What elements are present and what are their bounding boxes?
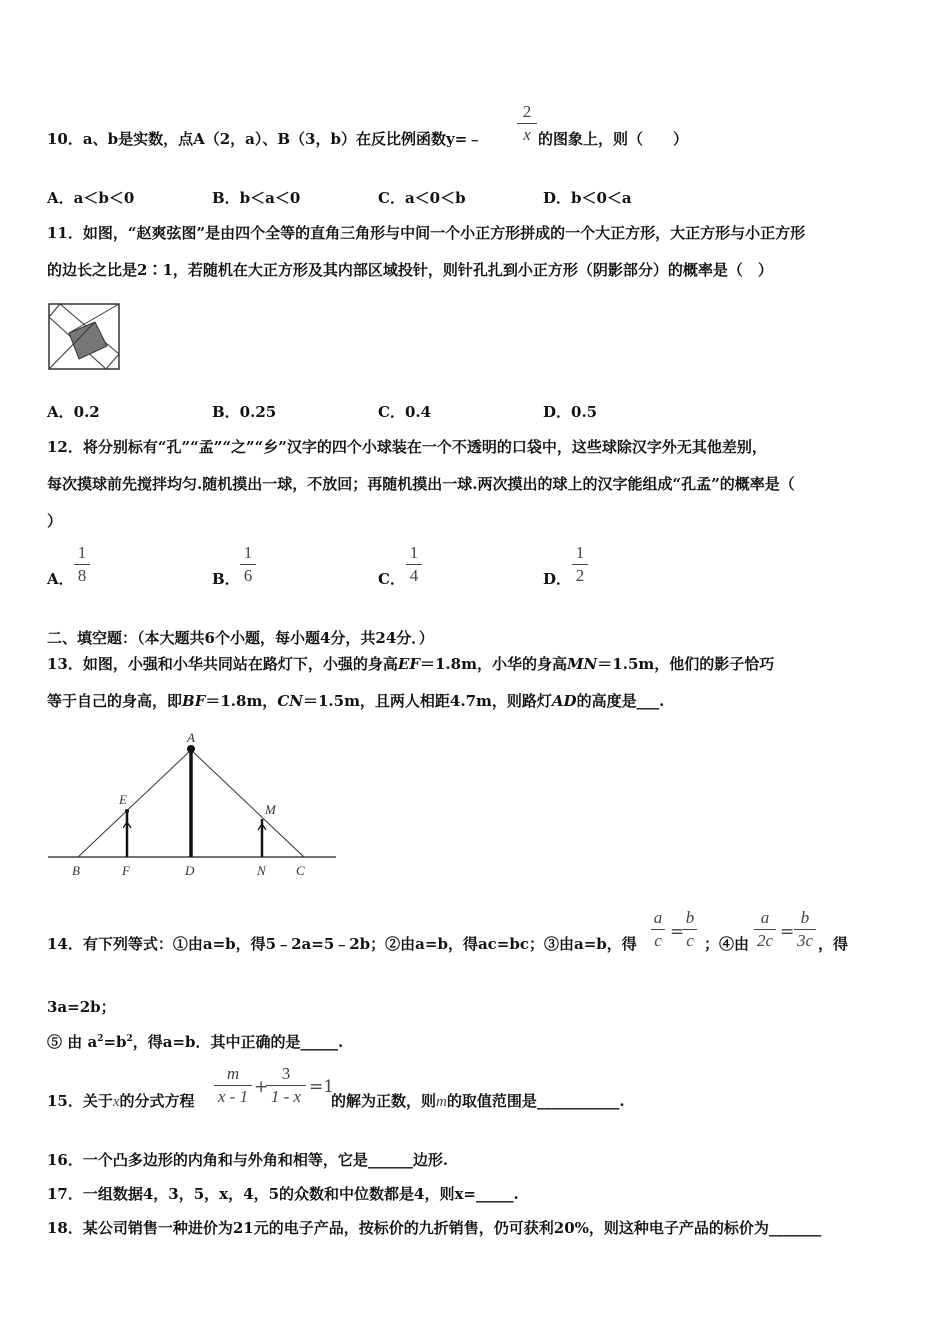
q14-line2: 3a=2b；	[47, 998, 116, 1016]
q10-fraction	[517, 102, 537, 145]
label-d: D	[185, 863, 195, 878]
q14-frac2: b c	[683, 908, 697, 951]
q14-eq2: =	[780, 922, 795, 942]
q11-line2: 的边长之比是2∶1，若随机在大正方形及其内部区域投针，则针孔扎到小正方形（阴影部分）的概率是（ ）	[47, 261, 773, 279]
q10-stem-end: 的图象上，则（ ）	[538, 130, 689, 148]
q12-option-c-label: C．	[378, 570, 405, 588]
q12-option-b-fraction: 1 6	[240, 543, 256, 586]
q10-frac-den: x	[523, 125, 531, 144]
q15-frac2: 3 1 - x	[266, 1064, 306, 1107]
q11-option-d: D．0.5	[543, 403, 598, 421]
q12-option-a-label: A．	[47, 570, 74, 588]
label-a: A	[187, 730, 195, 745]
q15-frac1: m x - 1	[214, 1064, 252, 1107]
q14-frac3: a 2c	[754, 908, 776, 951]
q12-line1: 12．将分别标有“孔”“孟”“之”“乡”汉字的四个小球装在一个不透明的口袋中，这些球除汉字外无其他差别，	[47, 438, 767, 456]
q14-line3: ⑤ 由 $a^2=b^2$，得a=b．其中正确的是_____.	[47, 1033, 344, 1051]
q10-frac-num: 2	[522, 102, 532, 121]
label-c: C	[296, 863, 305, 878]
label-n: N	[257, 863, 266, 878]
q16: 16．一个凸多边形的内角和与外角和相等，它是______边形.	[47, 1151, 449, 1169]
q17: 17．一组数据4，3，5，x，4，5的众数和中位数都是4，则x=_____.	[47, 1185, 519, 1203]
fraction-bar	[517, 123, 537, 124]
ray-right	[191, 750, 304, 857]
q11-line1: 11．如图，“赵爽弦图”是由四个全等的直角三角形与中间一个小正方形拼成的一个大正方形，大正方形与小正方形	[47, 224, 806, 242]
q15-eq: =1	[309, 1077, 335, 1097]
q11-option-c: C．0.4	[378, 403, 432, 421]
label-f: F	[122, 863, 130, 878]
q10-option-d: D．b＜0＜a	[543, 189, 632, 207]
zhao-shuang-figure	[47, 302, 121, 371]
q10-stem: 10．a、b是实数，点A（2，a）、B（3，b）在反比例函数y=﹣	[47, 130, 483, 148]
streetlight-figure	[46, 728, 338, 883]
q12-option-d-label: D．	[543, 570, 572, 588]
q12-line2: 每次摸球前先搅拌均匀.随机摸出一球，不放回；再随机摸出一球.两次摸出的球上的汉字能组成“孔孟”的概率是（	[47, 475, 795, 493]
q14-text-a: 14．有下列等式：①由a=b，得5﹣2a=5﹣2b；②由a=b，得ac=bc；③由a=b，得	[47, 935, 637, 953]
q14-text-c: ，得	[818, 935, 849, 953]
q14-text-b: ；④由	[704, 935, 750, 953]
q15-text-c: 的解为正数，则m的取值范围是___________.	[331, 1092, 625, 1110]
q18: 18．某公司销售一种进价为21元的电子产品，按标价的九折销售，仍可获利20%，则这种电子产品的标价为_______	[47, 1219, 822, 1237]
q12-option-a-fraction: 1 8	[74, 543, 90, 586]
q11-option-a: A．0.2	[47, 403, 100, 421]
q10-option-c: C．a＜0＜b	[378, 189, 466, 207]
q12-line3: ）	[47, 512, 63, 530]
q14-frac4: b 3c	[794, 908, 816, 951]
q13-line1: 13．如图，小强和小华共同站在路灯下，小强的身高EF＝1.8m，小华的身高MN＝1.5m，他们的影子恰巧	[47, 655, 775, 673]
q14-eq1: =	[670, 922, 685, 942]
label-b: B	[72, 863, 80, 878]
label-m: M	[265, 802, 276, 817]
q15-text-a: 15．关于x的分式方程	[47, 1092, 195, 1110]
lamp	[187, 745, 195, 753]
q12-option-d-fraction: 1 2	[572, 543, 588, 586]
q12-option-c-fraction: 1 4	[406, 543, 422, 586]
label-e: E	[119, 792, 127, 807]
section2-title: 二、填空题：（本大题共6个小题，每小题4分，共24分．）	[47, 629, 434, 647]
q10-option-a: A．a＜b＜0	[47, 189, 135, 207]
ray-left	[78, 750, 191, 857]
q10-option-b: B．b＜a＜0	[212, 189, 301, 207]
q14-frac1: a c	[651, 908, 665, 951]
q11-option-b: B．0.25	[212, 403, 277, 421]
q13-line2: 等于自己的身高，即BF＝1.8m，CN＝1.5m，且两人相距4.7m，则路灯AD的高度是___.	[47, 692, 665, 710]
q15-plus: +	[254, 1077, 269, 1097]
q12-option-b-label: B．	[212, 570, 240, 588]
